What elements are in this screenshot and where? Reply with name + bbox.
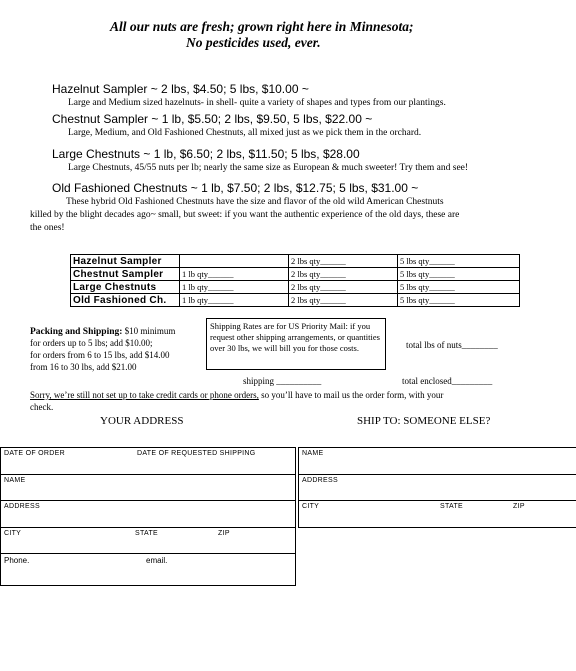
product-desc-old-fashioned-2: killed by the blight decades ago~ small, but sweet: if you want the authentic experience of the old days, these are (30, 210, 460, 220)
row-product-name: Large Chestnuts (71, 281, 180, 294)
city-label: CITY (4, 530, 22, 537)
qty-cell-1lb[interactable]: 1 lb qty______ (180, 281, 289, 294)
product-desc-large-chestnuts: Large Chestnuts, 45/55 nuts per lb; nearly the same size as European & much sweeter! Try them and see! (68, 163, 469, 173)
header-line-2: No pesticides used, ever. (186, 35, 321, 50)
divider (298, 474, 576, 475)
payment-note-check: check. (30, 402, 54, 412)
shipping-line-4: from 16 to 30 lbs, add $21.00 (30, 362, 137, 372)
total-enclosed-field[interactable]: total enclosed_________ (402, 376, 493, 386)
product-title-old-fashioned: Old Fashioned Chestnuts ~ 1 lb, $7.50; 2 lbs, $12.75; 5 lbs, $31.00 ~ (52, 181, 419, 195)
divider (0, 553, 295, 554)
product-desc-chestnut-sampler: Large, Medium, and Old Fashioned Chestnuts, all mixed just as we pick them in the orchard. (68, 128, 422, 138)
shipping-line-3: for orders from 6 to 15 lbs, add $14.00 (30, 350, 170, 360)
row-product-name: Chestnut Sampler (71, 268, 180, 281)
date-requested-shipping-label: DATE OF REQUESTED SHIPPING (137, 450, 256, 457)
qty-cell-5lb[interactable]: 5 lbs qty______ (398, 255, 520, 268)
shipping-minimum: $10 minimum (122, 326, 176, 336)
ship-zip-label: ZIP (513, 503, 525, 510)
your-address-heading: YOUR ADDRESS (100, 415, 184, 427)
order-table (70, 254, 520, 307)
qty-cell-1lb[interactable]: 1 lb qty______ (180, 268, 289, 281)
divider (298, 500, 576, 501)
table-row (71, 268, 520, 281)
qty-cell-2lb[interactable]: 2 lbs qty______ (289, 268, 398, 281)
row-product-name: Hazelnut Sampler (71, 255, 180, 268)
qty-cell-5lb[interactable]: 5 lbs qty______ (398, 268, 520, 281)
qty-cell-5lb[interactable]: 5 lbs qty______ (398, 281, 520, 294)
product-desc-hazelnut: Large and Medium sized hazelnuts- in shell- quite a variety of shapes and types from our plantings. (68, 98, 446, 108)
row-product-name: Old Fashioned Ch. (71, 294, 180, 307)
divider (298, 527, 576, 528)
name-label: NAME (4, 477, 26, 484)
product-desc-old-fashioned-3: the ones! (30, 223, 65, 233)
email-label: email. (146, 556, 168, 565)
payment-note (30, 390, 443, 400)
shipping-line-2: for orders up to 5 lbs; add $10.00; (30, 338, 153, 348)
shipping-rates-note: Shipping Rates are for US Priority Mail: if you request other shipping arrangements, or quantities over 30 lbs, we will bill you for those costs. (206, 318, 386, 370)
qty-cell-2lb[interactable]: 2 lbs qty______ (289, 255, 398, 268)
address-label: ADDRESS (4, 503, 40, 510)
product-desc-old-fashioned-1: These hybrid Old Fashioned Chestnuts have the size and flavor of the old wild American Chestnuts (66, 197, 444, 207)
state-label: STATE (135, 530, 159, 537)
divider (298, 447, 299, 527)
table-row (71, 255, 520, 268)
product-title-chestnut-sampler: Chestnut Sampler ~ 1 lb, $5.50; 2 lbs, $9.50, 5 lbs, $22.00 ~ (52, 112, 373, 126)
ship-address-label: ADDRESS (302, 477, 338, 484)
date-of-order-label: DATE OF ORDER (4, 450, 65, 457)
qty-cell-2lb[interactable]: 2 lbs qty______ (289, 281, 398, 294)
shipping-line-1 (30, 326, 175, 337)
zip-label: ZIP (218, 530, 230, 537)
ship-state-label: STATE (440, 503, 464, 510)
header-line-1: All our nuts are fresh; grown right here in Minnesota; (110, 19, 414, 34)
ship-name-label: NAME (302, 450, 324, 457)
divider (0, 527, 295, 528)
payment-note-underlined: Sorry, we’re still not set up to take credit cards or phone orders, (30, 390, 259, 400)
qty-cell-2lb[interactable]: 2 lbs qty______ (289, 294, 398, 307)
your-address-form (0, 447, 296, 586)
qty-cell-1lb[interactable]: 1 lb qty______ (180, 294, 289, 307)
divider (0, 500, 295, 501)
shipping-heading: Packing and Shipping: (30, 327, 123, 337)
table-row (71, 294, 520, 307)
payment-note-rest: so you’ll have to mail us the order form, with your (258, 390, 444, 400)
divider (298, 447, 576, 448)
ship-city-label: CITY (302, 503, 320, 510)
table-row (71, 281, 520, 294)
divider (0, 474, 295, 475)
phone-label: Phone. (4, 556, 30, 565)
product-title-large-chestnuts: Large Chestnuts ~ 1 lb, $6.50; 2 lbs, $11.50; 5 lbs, $28.00 (52, 147, 360, 161)
product-title-hazelnut: Hazelnut Sampler ~ 2 lbs, $4.50; 5 lbs, $10.00 ~ (52, 82, 309, 96)
qty-cell-5lb[interactable]: 5 lbs qty______ (398, 294, 520, 307)
total-lbs-field[interactable]: total lbs of nuts________ (406, 340, 498, 350)
ship-to-heading: SHIP TO: SOMEONE ELSE? (357, 415, 491, 427)
qty-cell-1lb[interactable] (180, 255, 289, 268)
shipping-cost-field[interactable]: shipping __________ (243, 376, 322, 386)
